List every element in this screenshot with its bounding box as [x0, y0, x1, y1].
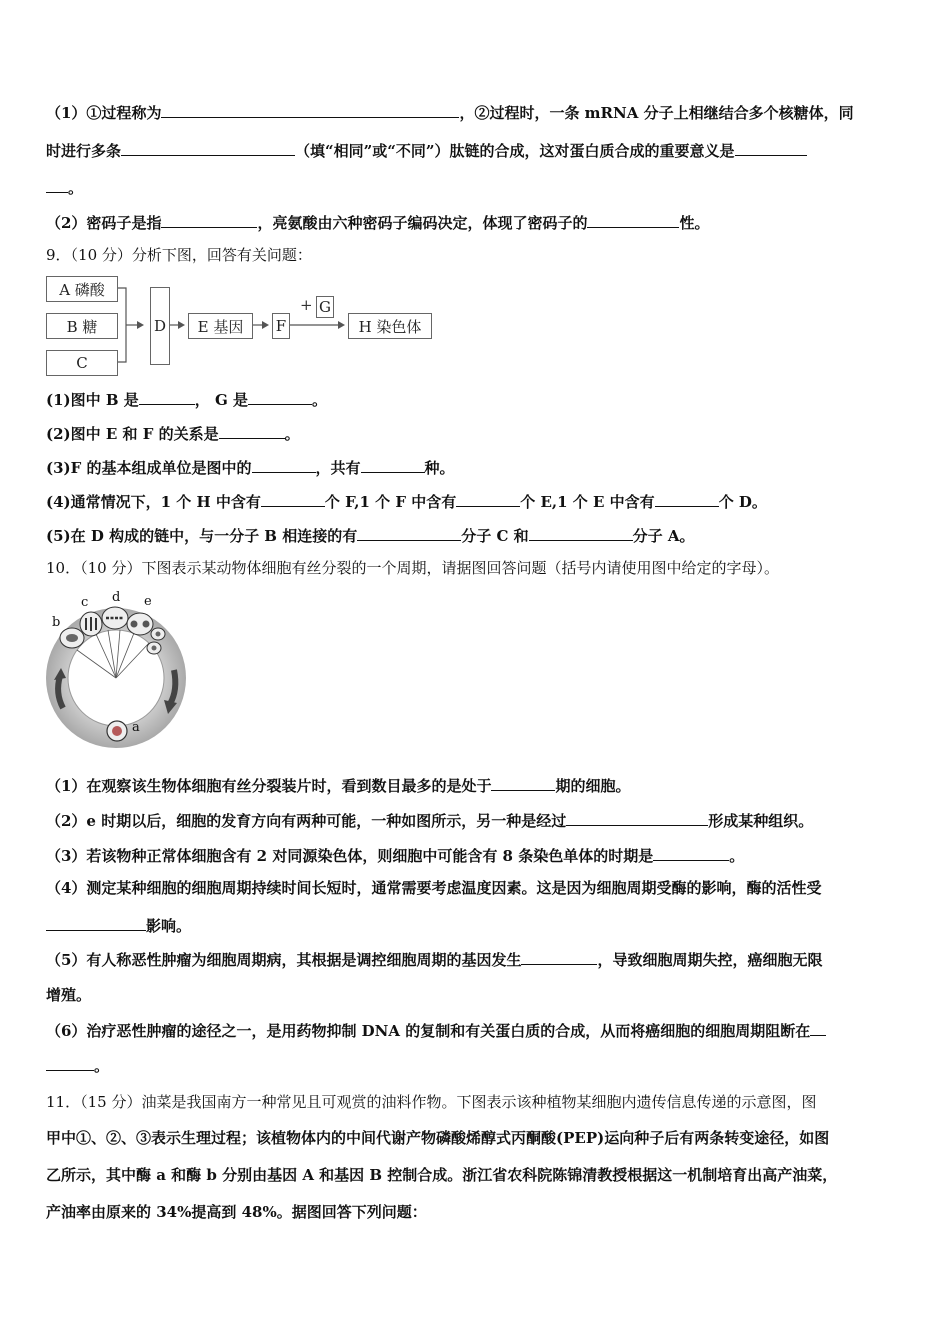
label-c: c [81, 595, 89, 610]
box-d: D [150, 287, 170, 365]
label-e: e [144, 594, 152, 609]
q9-title: 9．（10 分）分析下图，回答有关问题： [46, 246, 312, 264]
q8-part2: （2）密码子是指 ，亮氨酸由六种密码子编码决定，体现了密码子的 性。 [46, 211, 906, 233]
plus-sign: + [300, 296, 313, 314]
answer-blank[interactable] [810, 1019, 826, 1036]
label-b: b [52, 615, 61, 630]
box-c: C [46, 350, 118, 376]
q10-sub3: （3）若该物种正常体细胞含有 2 对同源染色体，则细胞中可能含有 8 条染色单体的时期是 。 [46, 844, 906, 866]
q9-sub1: (1)图中 B 是 ， G 是 。 [46, 388, 906, 410]
answer-blank[interactable] [161, 211, 257, 228]
box-g: G [316, 296, 334, 318]
answer-blank[interactable] [361, 456, 425, 473]
answer-blank[interactable] [219, 422, 285, 439]
q10-sub4-line2: 影响。 [46, 914, 906, 936]
answer-blank[interactable] [357, 524, 461, 541]
label-d: d [112, 590, 121, 605]
q8-part1-line2: 时进行多条 （填“相同”或“不同”）肽链的合成，这对蛋白质合成的重要意义是 [46, 139, 906, 161]
q9-sub5: (5)在 D 构成的链中，与一分子 B 相连接的有 分子 C 和 分子 A。 [46, 524, 906, 546]
q11-line2: 甲中①、②、③表示生理过程；该植物体内的中间代谢产物磷酸烯醇式丙酮酸(PEP)运向种子后有两条转变途径，如图 [46, 1129, 830, 1147]
answer-blank[interactable] [261, 490, 325, 507]
q9-sub3: (3)F 的基本组成单位是图中的 ，共有 种。 [46, 456, 906, 478]
q10-sub1: （1）在观察该生物体细胞有丝分裂装片时，看到数目最多的是处于 期的细胞。 [46, 774, 906, 796]
q10-title: 10．（10 分）下图表示某动物体细胞有丝分裂的一个周期，请据图回答问题（括号内请使用图中给定的字母）。 [46, 559, 779, 577]
q10-sub5-line2: 增殖。 [46, 986, 92, 1004]
q10-sub4-line1: （4）测定某种细胞的细胞周期持续时间长短时，通常需要考虑温度因素。这是因为细胞周期受酶的影响，酶的活性受 [46, 879, 822, 897]
q9-flow-diagram [46, 272, 436, 378]
answer-blank[interactable] [252, 456, 316, 473]
answer-blank[interactable] [529, 524, 633, 541]
q10-sub6-line1: （6）治疗恶性肿瘤的途径之一，是用药物抑制 DNA 的复制和有关蛋白质的合成，从而将癌细胞的细胞周期阻断在 [46, 1019, 906, 1041]
answer-blank[interactable] [46, 1054, 94, 1071]
box-f: F [272, 313, 290, 339]
answer-blank[interactable] [139, 388, 195, 405]
box-e-gene: E 基因 [188, 313, 253, 339]
q11-line4: 产油率由原来的 34%提高到 48%。据图回答下列问题： [46, 1203, 427, 1221]
box-b-sugar: B 糖 [46, 313, 118, 339]
answer-blank[interactable] [46, 176, 68, 193]
answer-blank[interactable] [456, 490, 520, 507]
answer-blank[interactable] [653, 844, 729, 861]
answer-blank[interactable] [491, 774, 555, 791]
q11-line3: 乙所示，其中酶 a 和酶 b 分别由基因 A 和基因 B 控制合成。浙江省农科院陈锦清教授根据这一机制培育出高产油菜， [46, 1166, 838, 1184]
answer-blank[interactable] [161, 101, 459, 118]
answer-blank[interactable] [46, 914, 146, 931]
cell-cycle-ring [46, 590, 196, 750]
q11-line1: 11．（15 分）油菜是我国南方一种常见且可观赏的油料作物。下图表示该种植物某细胞内遗传信息传递的示意图，图 [46, 1093, 817, 1111]
answer-blank[interactable] [248, 388, 312, 405]
answer-blank[interactable] [655, 490, 719, 507]
box-a-phosphate: A 磷酸 [46, 276, 118, 302]
box-h-chromosome: H 染色体 [348, 313, 432, 339]
q9-sub4: (4)通常情况下，1 个 H 中含有 个 F,1 个 F 中含有 个 E,1 个 E 中含有 个 D。 [46, 490, 906, 512]
q8-part1-line1: （1）①过程称为 ，②过程时，一条 mRNA 分子上相继结合多个核糖体，同 [46, 101, 906, 123]
cell-b [60, 628, 84, 648]
answer-blank[interactable] [587, 211, 679, 228]
answer-blank[interactable] [735, 139, 807, 156]
answer-blank[interactable] [521, 948, 597, 965]
answer-blank[interactable] [121, 139, 295, 156]
cell-d [102, 607, 128, 629]
q8-part1-line3: 。 [46, 176, 906, 198]
q10-sub6-line2: 。 [46, 1054, 906, 1076]
q10-sub2: （2）e 时期以后，细胞的发育方向有两种可能，一种如图所示，另一种是经过 形成某种组织。 [46, 809, 906, 831]
cell-e [127, 613, 153, 635]
cell-a [107, 721, 127, 741]
label-a: a [132, 720, 140, 735]
cell-c [80, 612, 102, 636]
cell-cycle-diagram [46, 590, 196, 750]
q9-sub2: (2)图中 E 和 F 的关系是 。 [46, 422, 906, 444]
answer-blank[interactable] [566, 809, 708, 826]
q10-sub5-line1: （5）有人称恶性肿瘤为细胞周期病，其根据是调控细胞周期的基因发生 ，导致细胞周期失控，癌细胞无限 [46, 948, 906, 970]
